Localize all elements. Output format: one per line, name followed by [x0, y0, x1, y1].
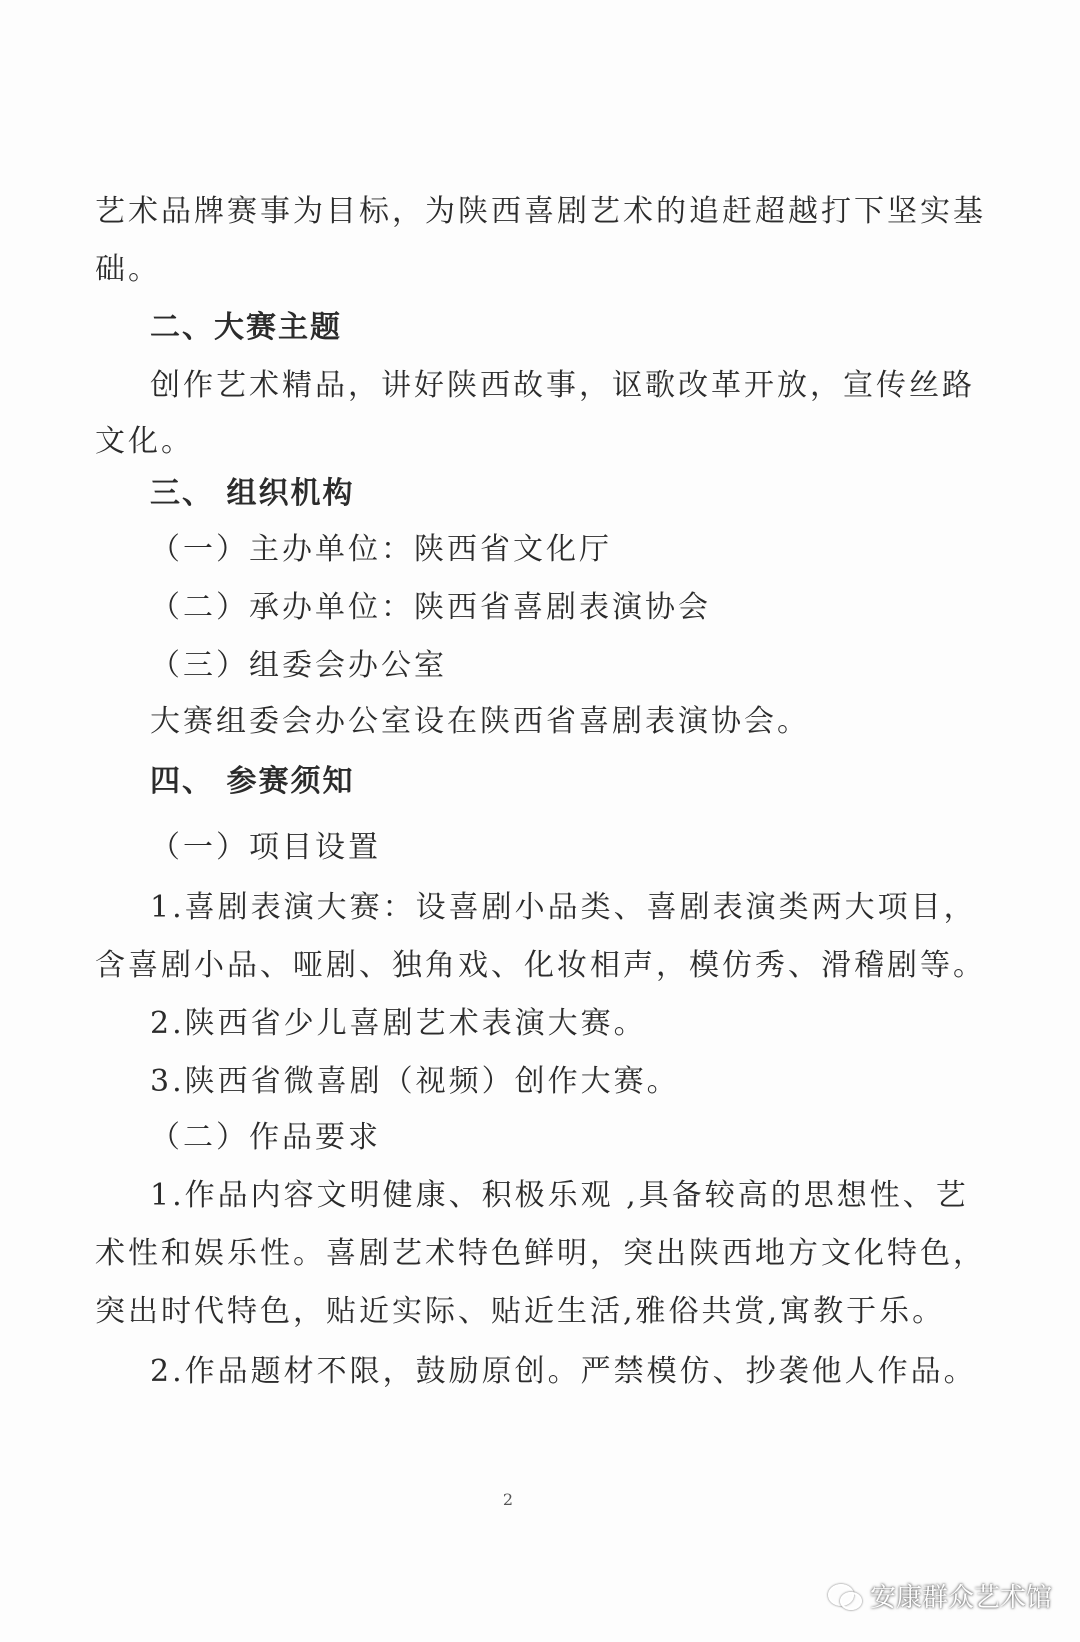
- text-line: 含喜剧小品、哑剧、独角戏、化妆相声，模仿秀、滑稽剧等。: [95, 948, 986, 983]
- text-line: 2.作品题材不限，鼓励原创。严禁模仿、抄袭他人作品。: [150, 1354, 977, 1389]
- text-line: （三）组委会办公室: [150, 648, 447, 683]
- text-line: 础。: [95, 252, 161, 287]
- watermark-text: 安康群众艺术馆: [869, 1583, 1052, 1613]
- text-line: （二）承办单位：陕西省喜剧表演协会: [150, 590, 711, 625]
- section-heading: 四、 参赛须知: [150, 764, 355, 799]
- text-line: 2.陕西省少儿喜剧艺术表演大赛。: [150, 1006, 647, 1041]
- text-line: 3.陕西省微喜剧（视频）创作大赛。: [150, 1064, 680, 1099]
- text-line: 术性和娱乐性。喜剧艺术特色鲜明，突出陕西地方文化特色，: [95, 1236, 986, 1271]
- watermark: [828, 1577, 1052, 1614]
- wechat-icon: [828, 1582, 862, 1610]
- section-heading: 二、大赛主题: [150, 310, 342, 345]
- text-line: （二）作品要求: [150, 1120, 381, 1155]
- page-number: 2: [502, 1490, 514, 1509]
- text-line: （一）主办单位：陕西省文化厅: [150, 532, 612, 567]
- text-line: 创作艺术精品，讲好陕西故事，讴歌改革开放，宣传丝路: [150, 368, 975, 403]
- text-line: 1.作品内容文明健康、积极乐观 ,具备较高的思想性、艺: [150, 1178, 969, 1213]
- text-line: 艺术品牌赛事为目标，为陕西喜剧艺术的追赶超越打下坚实基: [95, 194, 986, 229]
- text-line: 突出时代特色，贴近实际、贴近生活,雅俗共赏,寓教于乐。: [95, 1294, 946, 1329]
- text-line: （一）项目设置: [150, 830, 381, 865]
- text-line: 大赛组委会办公室设在陕西省喜剧表演协会。: [150, 704, 810, 739]
- text-line: 文化。: [95, 424, 194, 459]
- section-heading: 三、 组织机构: [150, 476, 355, 511]
- text-line: 1.喜剧表演大赛：设喜剧小品类、喜剧表演类两大项目，: [150, 890, 977, 925]
